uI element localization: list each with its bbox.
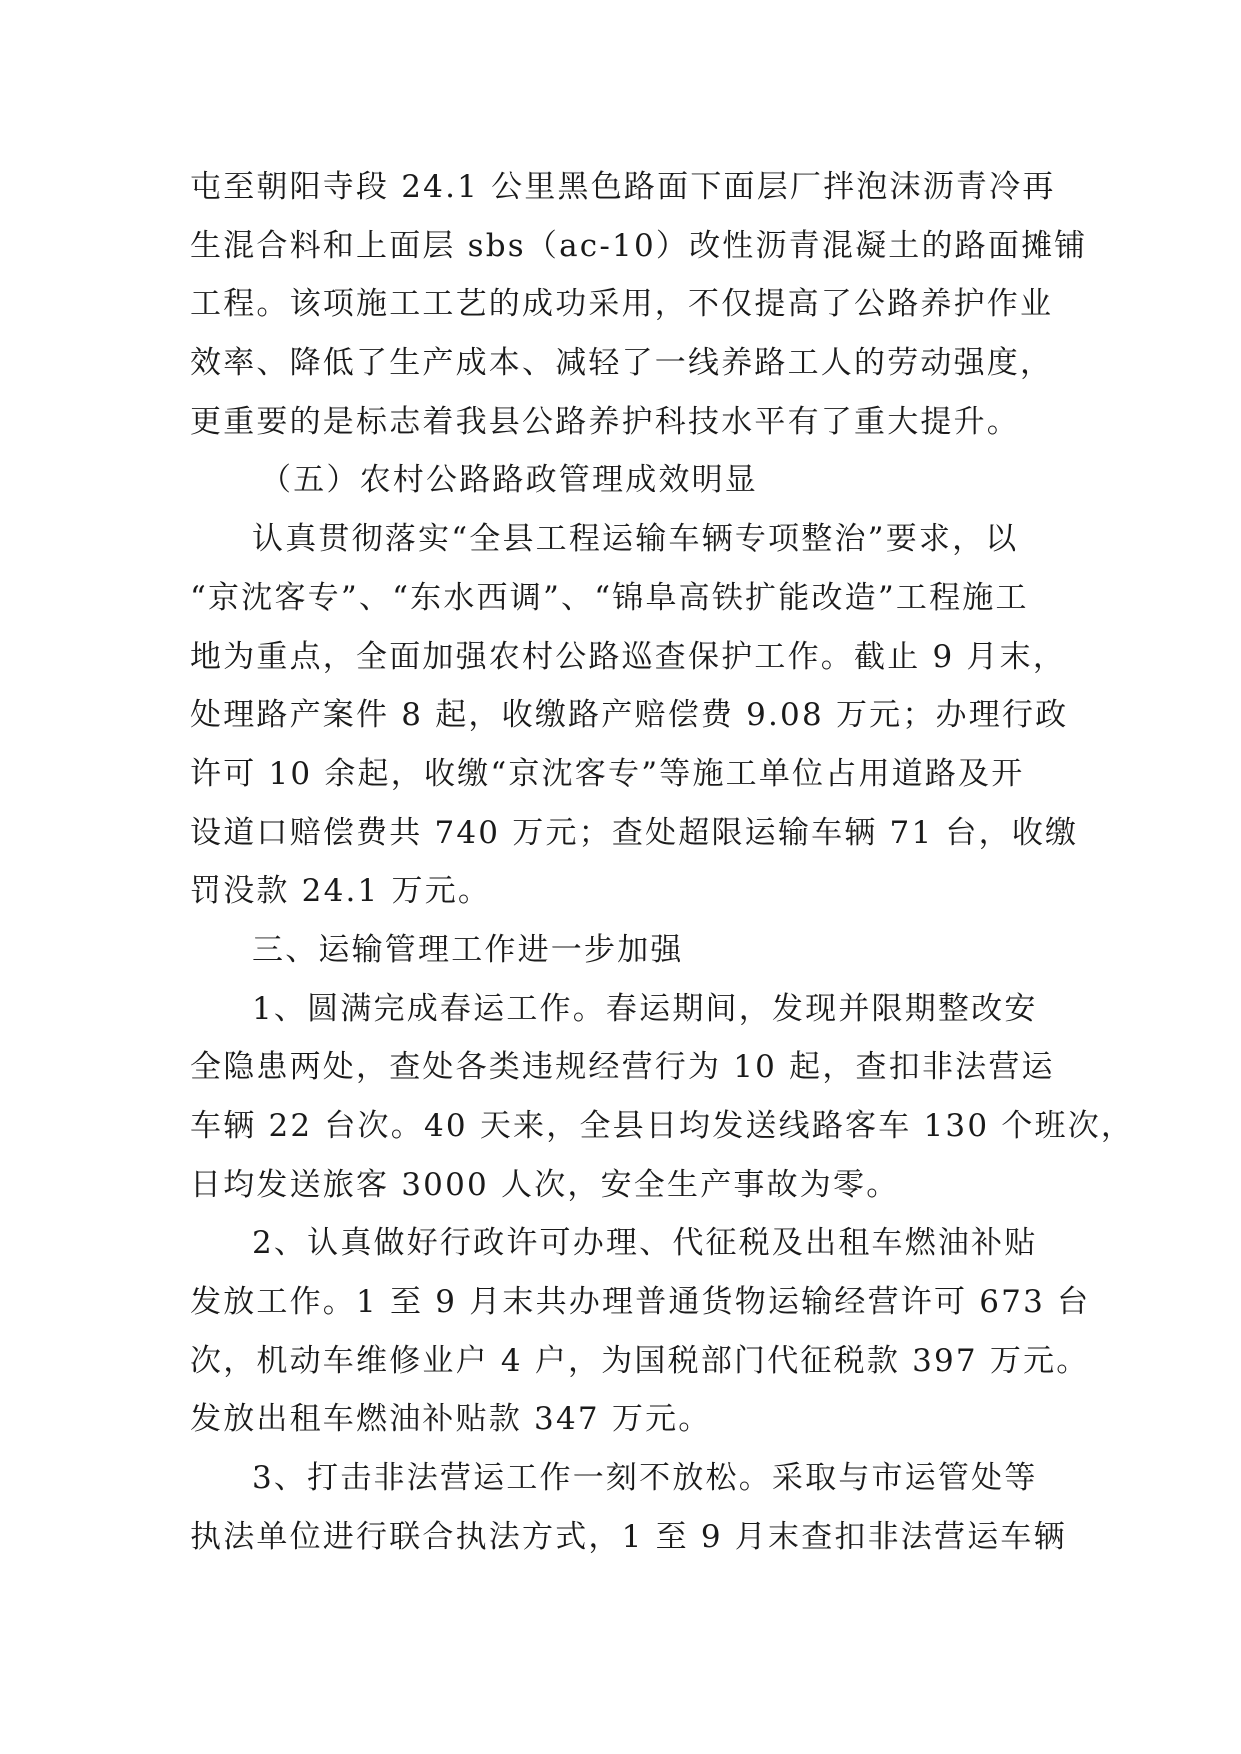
text-line: 生混合料和上面层 sbs（ac-10）改性沥青混凝土的路面摊铺 (190, 227, 1088, 264)
text-line: 工程。该项施工工艺的成功采用，不仅提高了公路养护作业 (190, 286, 1054, 323)
paragraph-start: 3、打击非法营运工作一刻不放松。采取与市运管处等 (252, 1460, 1038, 1497)
section-heading: （五）农村公路路政管理成效明显 (260, 462, 758, 499)
text-line: 全隐患两处，查处各类违规经营行为 10 起，查扣非法营运 (190, 1049, 1055, 1086)
text-line: 罚没款 24.1 万元。 (190, 873, 492, 910)
text-line: 地为重点，全面加强农村公路巡查保护工作。截止 9 月末， (190, 638, 1067, 675)
text-line: 许可 10 余起，收缴“京沈客专”等施工单位占用道路及开 (190, 755, 1025, 792)
text-line: “京沈客专”、“东水西调”、“锦阜高铁扩能改造”工程施工 (190, 579, 1029, 616)
paragraph-start: 1、圆满完成春运工作。春运期间，发现并限期整改安 (252, 990, 1038, 1027)
section-heading: 三、运输管理工作进一步加强 (252, 931, 684, 968)
text-line: 发放出租车燃油补贴款 347 万元。 (190, 1401, 712, 1438)
text-line: 更重要的是标志着我县公路养护科技水平有了重大提升。 (190, 403, 1020, 440)
document-body (190, 158, 1135, 1567)
text-line: 屯至朝阳寺段 24.1 公里黑色路面下面层厂拌泡沫沥青冷再 (190, 169, 1056, 205)
paragraph-start: 2、认真做好行政许可办理、代征税及出租车燃油补贴 (252, 1225, 1038, 1262)
text-line: 车辆 22 台次。40 天来，全县日均发送线路客车 130 个班次， (190, 1108, 1135, 1144)
text-line: 执法单位进行联合执法方式，1 至 9 月末查扣非法营运车辆 (190, 1518, 1067, 1555)
text-line: 设道口赔偿费共 740 万元；查处超限运输车辆 71 台，收缴 (190, 814, 1079, 851)
text-line: 处理路产案件 8 起，收缴路产赔偿费 9.08 万元；办理行政 (190, 697, 1069, 734)
paragraph-start: 认真贯彻落实“全县工程运输车辆专项整治”要求，以 (252, 521, 1019, 558)
text-line: 次，机动车维修业户 4 户，为国税部门代征税款 397 万元。 (190, 1342, 1090, 1379)
text-line: 日均发送旅客 3000 人次，安全生产事故为零。 (190, 1166, 900, 1203)
text-line: 效率、降低了生产成本、减轻了一线养路工人的劳动强度， (190, 345, 1054, 382)
text-line: 发放工作。1 至 9 月末共办理普通货物运输经营许可 673 台 (190, 1284, 1091, 1321)
